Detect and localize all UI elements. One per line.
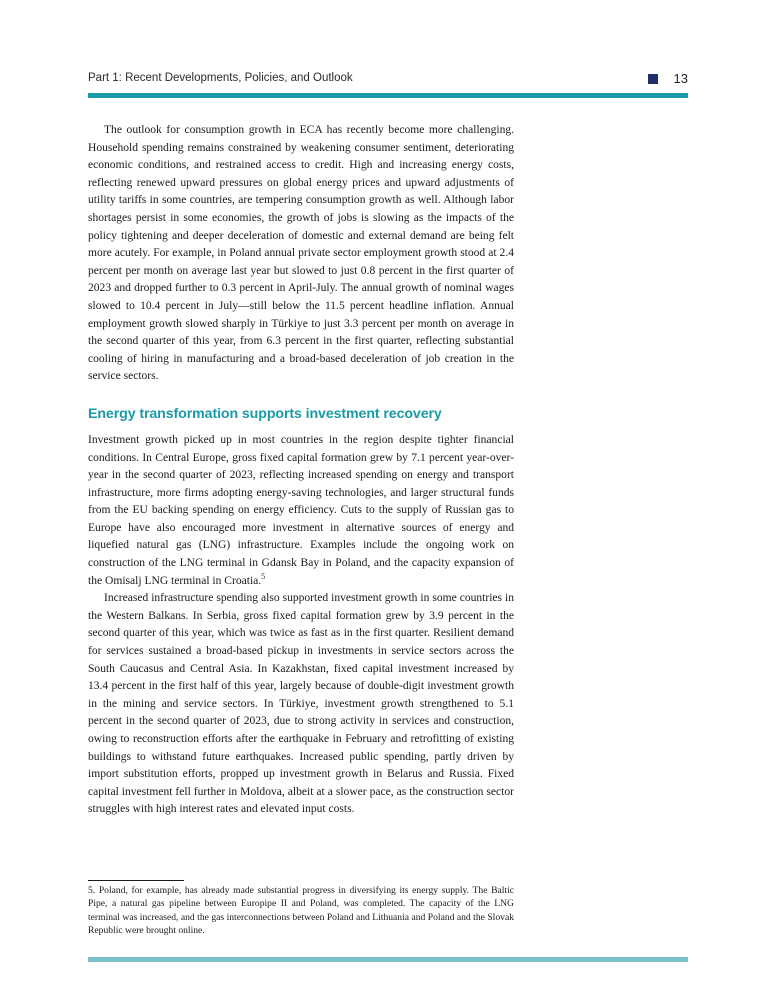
- paragraph-investment-growth-text: Investment growth picked up in most countries in the region despite tighter financial conditions. In Central Europe, gross fixed capital formation grew by 7.1 percent year-over-year in the second quarter of 2023, reflecting increased spending on energy and transport infrastructure, more firms adopting energy-saving technologies, and larger structural funds from the EU backing spending on energy efficiency. Cuts to the supply of Russian gas to Europe have also encouraged more investment in alternative sources of energy and liquefied natural gas (LNG) infrastructure. Examples include the ongoing work on construction of the LNG terminal in Gdansk Bay in Poland, and the capacity expansion of the Omisalj LNG terminal in Croatia.: [88, 433, 514, 587]
- footnote-divider: [88, 880, 184, 881]
- body-text: [88, 122, 514, 819]
- footnote-reference[interactable]: 5: [261, 571, 266, 581]
- section-title: Part 1: Recent Developments, Policies, and Outlook: [88, 72, 353, 84]
- footer-rule: [88, 957, 688, 962]
- running-header: [88, 70, 688, 88]
- paragraph-investment-growth: [88, 432, 514, 590]
- page-number: 13: [673, 71, 688, 86]
- header-rule: [88, 93, 688, 98]
- paragraph-consumption-outlook: The outlook for consumption growth in ECA has recently become more challenging. Household spending remains constrained by weakening consumer sentiment, deteriorating economic conditions, and restrained access to credit. High and increasing energy costs, reflecting renewed upward pressures on global energy prices and upward adjustments of utility tariffs in some countries, are tempering consumption growth as well. Although labor shortages persist in some economies, the growth of jobs is slowing as the impacts of the policy tightening and deeper deceleration of domestic and external demand are being felt more acutely. For example, in Poland annual private sector employment growth stood at 2.4 percent per month on average last year but slowed to just 0.8 percent in the first quarter of 2023 and dropped further to 0.3 percent in April-July. The annual growth of nominal wages slowed to 10.4 percent in July—still below the 11.5 percent headline inflation. Annual employment growth slowed sharply in Türkiye to just 3.3 percent per month on average in the second quarter of this year, from 6.3 percent in the first quarter, reflecting substantial cooling of hiring in manufacturing and a broad-based deceleration of job creation in the service sectors.: [88, 124, 514, 383]
- section-heading: Energy transformation supports investment recovery: [88, 405, 442, 422]
- paragraph-infrastructure-spending: Increased infrastructure spending also supported investment growth in some countries in the Western Balkans. In Serbia, gross fixed capital formation grew by 3.9 percent in the second quarter of this year, which was twice as fast as in the first quarter. Resilient demand for services sustained a broad-based pickup in investments in service sectors across the South Caucasus and Central Asia. In Kazakhstan, fixed capital investment increased by 13.4 percent in the first half of this year, largely because of double-digit investment growth in the mining and service sectors. In Türkiye, investment growth strengthened to 5.1 percent in the second quarter of 2023, due to strong activity in services and construction, owing to reconstruction efforts after the earthquake in February and retrofitting of existing buildings to withstand future earthquakes. Increased public spending, partly driven by import substitution efforts, propped up investment growth in Belarus and Russia. Fixed capital investment fell further in Moldova, albeit at a slower pace, as the construction sector struggles with high interest rates and elevated input costs.: [88, 592, 514, 816]
- header-square-marker: [648, 74, 658, 84]
- footnote-5: 5. Poland, for example, has already made substantial progress in diversifying its energy supply. The Baltic Pipe, a natural gas pipeline between Europipe II and Poland, was completed. The capacity of the LNG terminal was increased, and the gas interconnections between Poland and Lithuania and Poland and the Slovak Republic were brought online.: [88, 885, 514, 937]
